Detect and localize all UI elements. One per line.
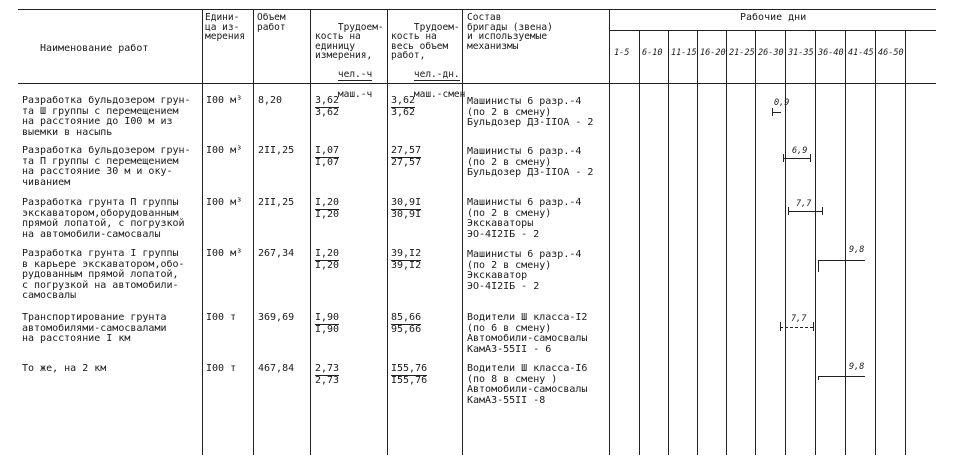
gantt-bar-tick bbox=[818, 260, 819, 272]
col-divider bbox=[609, 9, 610, 455]
labor-total-num: 27,57 bbox=[391, 145, 422, 156]
labor-total-den: 95,66 bbox=[391, 323, 422, 335]
day-col-divider bbox=[639, 30, 640, 455]
header-name: Наименование работ bbox=[40, 43, 149, 54]
row-crew: Водители Ш класса-I6 (по 8 в смену ) Автомобили-самосвалы КамАЗ-55II -8 bbox=[467, 363, 588, 406]
day-label: 26-30 bbox=[758, 48, 784, 58]
gantt-bar bbox=[818, 376, 865, 377]
labor-unit-num: I,20 bbox=[315, 248, 340, 259]
row-name: Разработка грунта П группы экскаватором,оборудованным прямой лопатой, с погрузкой на автомобили-самосвалы bbox=[22, 197, 185, 240]
row-crew: Машинисты 6 разр.-4 (по 2 в смену) Экскаватор ЭО-4I2IБ - 2 bbox=[467, 249, 582, 292]
header-labor-unit-num: чел.-ч bbox=[337, 69, 373, 80]
bar-label: 6,9 bbox=[792, 146, 808, 156]
gantt-bar bbox=[780, 327, 813, 329]
gantt-bar-tick bbox=[788, 207, 789, 215]
row-unit: I00 м³ bbox=[206, 145, 243, 156]
day-col-divider bbox=[726, 30, 727, 455]
row-volume: 2II,25 bbox=[258, 197, 295, 208]
bar-label: 7,7 bbox=[791, 314, 807, 324]
header-labor-total-title: Трудоем- кость на весь объем работ, bbox=[391, 21, 460, 61]
row-labor-total bbox=[391, 198, 421, 220]
labor-total-den: 27,57 bbox=[391, 156, 422, 168]
day-col-divider bbox=[845, 30, 846, 455]
day-col-divider bbox=[905, 30, 906, 455]
labor-unit-num: I,90 bbox=[315, 312, 340, 323]
row-labor-total bbox=[391, 96, 415, 118]
row-unit: I00 м³ bbox=[206, 95, 243, 106]
row-volume: 2II,25 bbox=[258, 145, 295, 156]
bar-label: 0,9 bbox=[774, 98, 790, 108]
header-labor-unit-den: маш.-ч bbox=[337, 89, 373, 100]
labor-total-num: 30,9I bbox=[391, 197, 422, 208]
gantt-bar bbox=[783, 158, 810, 159]
labor-unit-num: 3,62 bbox=[315, 95, 340, 106]
header-labor-unit-title: Трудоем- кость на единицу измерения, bbox=[315, 21, 384, 61]
gantt-bar-tick bbox=[813, 322, 814, 331]
row-crew: Водители Ш класса-I2 (по 6 в смену) Автомобили-самосвалы КамАЗ-55II - 6 bbox=[467, 312, 588, 355]
row-crew: Машинисты 6 разр.-4 (по 2 в смену) Бульдозер ДЗ-IIOA - 2 bbox=[467, 96, 594, 128]
header-labor-total-den: маш.-смен bbox=[413, 89, 466, 100]
header-unit: Едини- ца из- мерения bbox=[205, 12, 246, 42]
day-col-divider bbox=[815, 30, 816, 455]
day-col-divider bbox=[697, 30, 698, 455]
labor-unit-num: I,20 bbox=[315, 197, 340, 208]
gantt-bar-tick bbox=[783, 154, 784, 162]
labor-total-den: 3,62 bbox=[391, 106, 416, 118]
gantt-bar-tick bbox=[780, 322, 781, 331]
days-header-rule bbox=[609, 30, 936, 31]
day-label: 1-5 bbox=[614, 48, 630, 58]
header-workdays: Рабочие дни bbox=[740, 12, 807, 23]
row-labor-total bbox=[391, 313, 421, 335]
labor-unit-den: I,90 bbox=[315, 323, 340, 335]
day-col-divider bbox=[668, 30, 669, 455]
row-name: То же, на 2 км bbox=[22, 363, 107, 374]
day-label: 41-45 bbox=[848, 48, 874, 58]
row-volume: 467,84 bbox=[258, 363, 295, 374]
row-labor-total bbox=[391, 364, 427, 386]
col-divider bbox=[202, 9, 203, 455]
row-labor-total bbox=[391, 249, 421, 271]
header-bottom-rule bbox=[18, 83, 936, 84]
labor-total-num: 39,I2 bbox=[391, 248, 422, 259]
labor-total-den: 39,I2 bbox=[391, 259, 422, 271]
labor-unit-den: I,07 bbox=[315, 156, 340, 168]
row-unit: I00 т bbox=[206, 363, 237, 374]
gantt-bar bbox=[788, 211, 822, 212]
row-labor-total bbox=[391, 146, 421, 168]
row-volume: 369,69 bbox=[258, 312, 295, 323]
labor-total-num: 3,62 bbox=[391, 95, 416, 106]
day-col-divider bbox=[875, 30, 876, 455]
row-labor-unit bbox=[315, 313, 339, 335]
row-unit: I00 т bbox=[206, 312, 237, 323]
day-label: 46-50 bbox=[878, 48, 904, 58]
table-top-rule bbox=[18, 9, 936, 10]
header-labor-total-num: чел.-дн. bbox=[413, 69, 460, 80]
row-unit: I00 м³ bbox=[206, 197, 243, 208]
labor-total-den: 30,9I bbox=[391, 208, 422, 220]
gantt-bar-tick bbox=[818, 376, 819, 380]
labor-unit-num: I,07 bbox=[315, 145, 340, 156]
row-name: Разработка бульдозером грун- та П группы с перемещением на расстояние 30 м и оку- чиванием bbox=[22, 145, 191, 188]
col-divider bbox=[253, 9, 254, 455]
gantt-bar bbox=[772, 112, 781, 113]
gantt-bar-tick bbox=[822, 207, 823, 215]
day-label: 21-25 bbox=[729, 48, 755, 58]
day-col-divider bbox=[755, 30, 756, 455]
row-name: Разработка бульдозером грун- та Ш группы с перемещением на расстояние до I00 м из выемки в насыпь bbox=[22, 95, 191, 138]
row-labor-unit bbox=[315, 198, 339, 220]
labor-total-num: I55,76 bbox=[391, 363, 428, 374]
bar-label: 9,8 bbox=[849, 245, 865, 255]
col-divider bbox=[310, 9, 311, 455]
gantt-bar-tick bbox=[772, 108, 773, 116]
row-unit: I00 м³ bbox=[206, 248, 243, 259]
row-volume: 267,34 bbox=[258, 248, 295, 259]
day-label: 6-10 bbox=[642, 48, 663, 58]
day-label: 36-40 bbox=[818, 48, 844, 58]
row-labor-unit bbox=[315, 249, 339, 271]
labor-total-den: I55,76 bbox=[391, 374, 428, 386]
gantt-bar bbox=[818, 260, 865, 261]
labor-unit-den: 2,73 bbox=[315, 374, 340, 386]
labor-unit-den: I,20 bbox=[315, 259, 340, 271]
row-name: Транспортирование грунта автомобилями-самосвалами на расстояние I км bbox=[22, 312, 167, 344]
row-name: Разработка грунта I группы в карьере экскаватором,обо- рудованным прямой лопатой, с погрузкой на автомобили- самосвалы bbox=[22, 248, 185, 301]
labor-unit-den: 3,62 bbox=[315, 106, 340, 118]
row-labor-unit bbox=[315, 96, 339, 118]
gantt-bar-tick bbox=[810, 154, 811, 162]
labor-unit-den: I,20 bbox=[315, 208, 340, 220]
labor-total-num: 85,66 bbox=[391, 312, 422, 323]
labor-unit-num: 2,73 bbox=[315, 363, 340, 374]
row-labor-unit bbox=[315, 364, 339, 386]
day-label: 16-20 bbox=[700, 48, 726, 58]
row-crew: Машинисты 6 разр.-4 (по 2 в смену) Экскаваторы ЭО-4I2IБ - 2 bbox=[467, 197, 582, 240]
day-label: 11-15 bbox=[671, 48, 697, 58]
day-col-divider bbox=[785, 30, 786, 455]
col-divider bbox=[387, 9, 388, 455]
day-label: 31-35 bbox=[788, 48, 814, 58]
bar-label: 7,7 bbox=[796, 199, 812, 209]
row-crew: Машинисты 6 разр.-4 (по 2 в смену) Бульдозер ДЗ-IIOA - 2 bbox=[467, 146, 594, 178]
bar-label: 9,8 bbox=[849, 362, 865, 372]
row-labor-unit bbox=[315, 146, 339, 168]
header-crew: Состав бригады (звена) и используемые механизмы bbox=[467, 12, 553, 52]
header-volume: Объем работ bbox=[257, 12, 286, 33]
row-volume: 8,20 bbox=[258, 95, 283, 106]
